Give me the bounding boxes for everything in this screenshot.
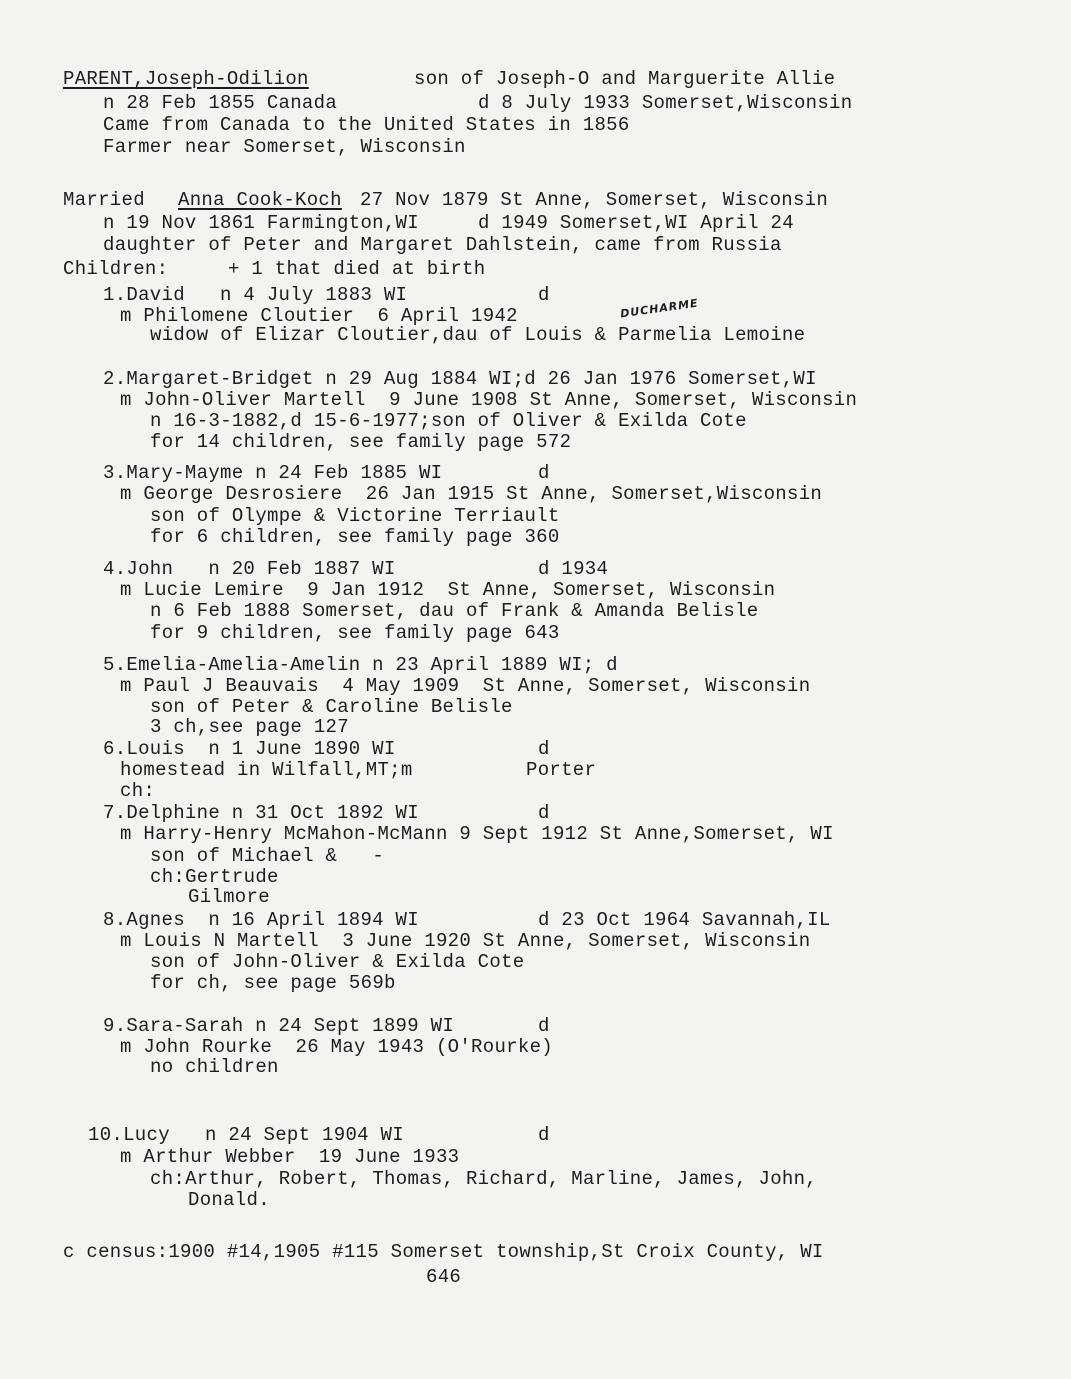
census-line: c census:1900 #14,1905 #115 Somerset township,St Croix County, WI (63, 1241, 824, 1263)
child-entry: 4.John n 20 Feb 1887 WI (103, 558, 396, 580)
child-detail: homestead in Wilfall,MT;m (120, 759, 413, 781)
child-death: d 23 Oct 1964 Savannah,IL (538, 909, 831, 931)
child-detail: son of John-Oliver & Exilda Cote (150, 951, 525, 973)
child-death: d 1934 (538, 558, 609, 580)
spouse-name: Anna Cook-Koch (178, 189, 342, 211)
child-marriage: m John Rourke 26 May 1943 (O'Rourke) (120, 1036, 553, 1058)
handwritten-annotation: DUCHARME (619, 296, 700, 321)
child-entry: 10.Lucy n 24 Sept 1904 WI (88, 1124, 404, 1146)
person-note: Came from Canada to the United States in 1856 (103, 114, 630, 136)
child-entry: 7.Delphine n 31 Oct 1892 WI (103, 802, 419, 824)
child-marriage: m Paul J Beauvais 4 May 1909 St Anne, Somerset, Wisconsin (120, 675, 811, 697)
child-detail: widow of Elizar Cloutier,dau of Louis & Parmelia Lemoine (150, 324, 806, 346)
child-detail: for ch, see page 569b (150, 972, 396, 994)
person-death: d 8 July 1933 Somerset,Wisconsin (478, 92, 853, 114)
child-detail: Donald. (188, 1189, 270, 1211)
child-detail: Porter (526, 759, 597, 781)
child-detail: son of Michael & - (150, 845, 385, 867)
child-death: d (538, 1015, 550, 1037)
person-note: Farmer near Somerset, Wisconsin (103, 136, 466, 158)
child-marriage: m Harry-Henry McMahon-McMann 9 Sept 1912 St Anne,Somerset, WI (120, 823, 834, 845)
spouse-origin: daughter of Peter and Margaret Dahlstein, came from Russia (103, 234, 782, 256)
child-detail: for 9 children, see family page 643 (150, 622, 560, 644)
person-birth: n 28 Feb 1855 Canada (103, 92, 338, 114)
child-death: d (538, 462, 550, 484)
child-marriage: m John-Oliver Martell 9 June 1908 St Anne, Somerset, Wisconsin (120, 389, 858, 411)
child-entry: 6.Louis n 1 June 1890 WI (103, 738, 396, 760)
child-entry: 8.Agnes n 16 April 1894 WI (103, 909, 419, 931)
spouse-birth: n 19 Nov 1861 Farmington,WI (103, 212, 419, 234)
child-detail: n 16-3-1882,d 15-6-1977;son of Oliver & Exilda Cote (150, 410, 747, 432)
child-entry: 3.Mary-Mayme n 24 Feb 1885 WI (103, 462, 443, 484)
child-entry: 2.Margaret-Bridget n 29 Aug 1884 WI;d 26 Jan 1976 Somerset,WI (103, 368, 817, 390)
spouse-death: d 1949 Somerset,WI April 24 (478, 212, 794, 234)
child-detail: no children (150, 1056, 279, 1078)
child-marriage: m Philomene Cloutier 6 April 1942 (120, 305, 518, 327)
child-death: d (538, 284, 550, 306)
child-detail: for 6 children, see family page 360 (150, 526, 560, 548)
child-death: d (538, 802, 550, 824)
child-death: d (538, 1124, 550, 1146)
page-number: 646 (426, 1266, 462, 1288)
child-marriage: m George Desrosiere 26 Jan 1915 St Anne, Somerset,Wisconsin (120, 483, 823, 505)
child-entry: 5.Emelia-Amelia-Amelin n 23 April 1889 WI; d (103, 654, 618, 676)
child-detail: Gilmore (188, 886, 270, 908)
child-detail: son of Olympe & Victorine Terriault (150, 505, 560, 527)
child-marriage: m Lucie Lemire 9 Jan 1912 St Anne, Somerset, Wisconsin (120, 579, 776, 601)
child-detail: ch: (120, 780, 156, 802)
child-detail: 3 ch,see page 127 (150, 716, 349, 738)
child-marriage: m Arthur Webber 19 June 1933 (120, 1146, 460, 1168)
child-entry: 1.David n 4 July 1883 WI (103, 284, 408, 306)
person-parents: son of Joseph-O and Marguerite Allie (414, 68, 836, 90)
child-detail: ch:Arthur, Robert, Thomas, Richard, Marline, James, John, (150, 1168, 818, 1190)
child-detail: ch:Gertrude (150, 866, 279, 888)
marriage-prefix: Married (63, 189, 145, 211)
children-label: Children: (63, 258, 169, 280)
child-entry: 9.Sara-Sarah n 24 Sept 1899 WI (103, 1015, 455, 1037)
person-name: PARENT,Joseph-Odilion (63, 68, 309, 90)
child-marriage: m Louis N Martell 3 June 1920 St Anne, Somerset, Wisconsin (120, 930, 811, 952)
child-detail: n 6 Feb 1888 Somerset, dau of Frank & Amanda Belisle (150, 600, 759, 622)
children-note: + 1 that died at birth (228, 258, 486, 280)
child-detail: for 14 children, see family page 572 (150, 431, 572, 453)
child-death: d (538, 738, 550, 760)
marriage-details: 27 Nov 1879 St Anne, Somerset, Wisconsin (360, 189, 829, 211)
child-detail: son of Peter & Caroline Belisle (150, 696, 513, 718)
